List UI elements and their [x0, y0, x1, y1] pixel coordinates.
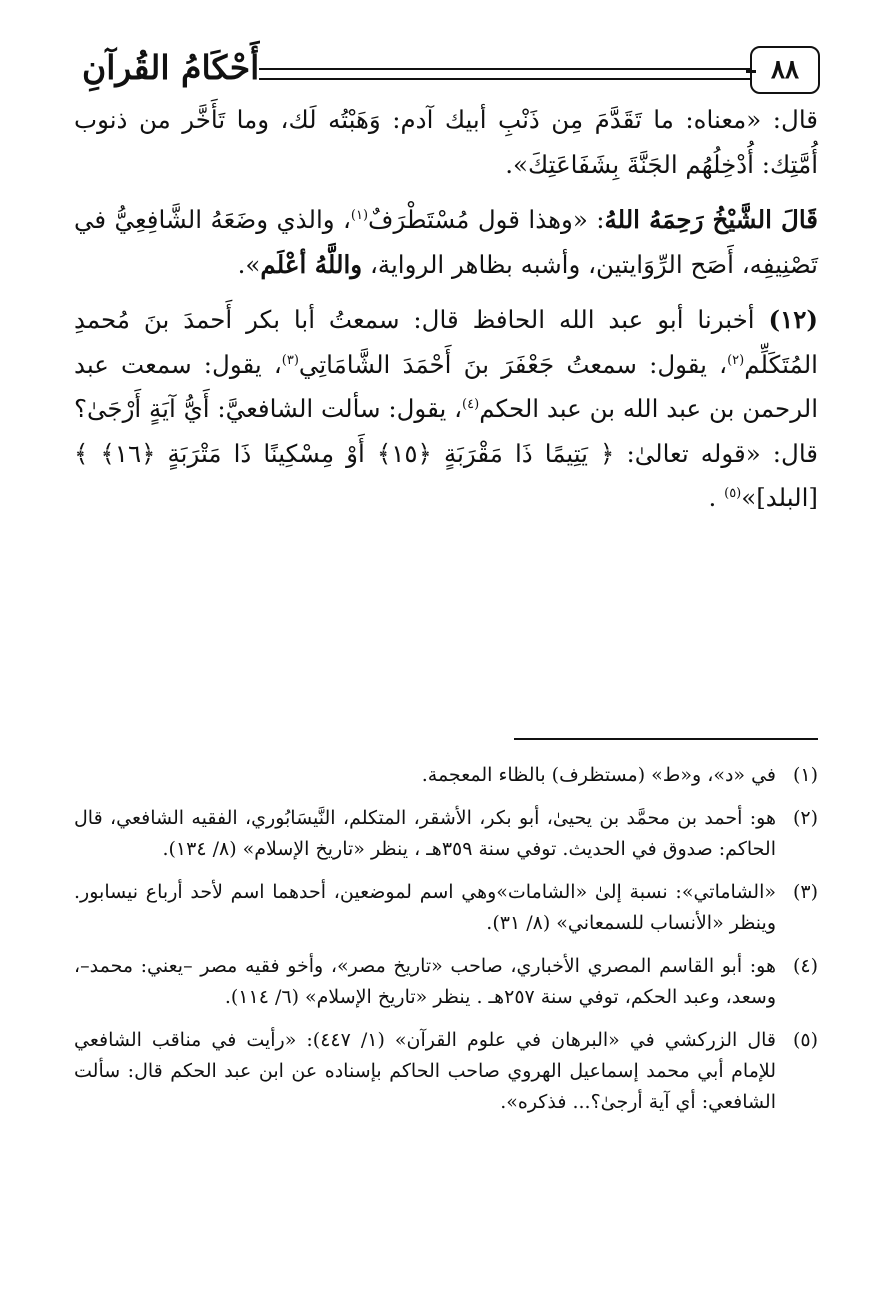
sheikh-says: قَالَ الشَّيْخُ رَحِمَهُ اللهُ — [604, 205, 818, 234]
quote-end: ». — [237, 249, 261, 279]
paragraph-2 — [74, 198, 818, 287]
footnote-text: هو: أحمد بن محمَّد بن يحيىٰ، أبو بكر، الأشقر، المتكلم، النَّيسَابُوري، الفقيه الشافعي، قال الحاكم: صدوق في الحديث. توفي سنة ٣٥٩هـ ، ينظر «تاريخ الإسلام» (٨/ ١٣٤). — [74, 807, 776, 860]
quote-a: : «وهذا قول مُسْتَطْرَفٌ — [368, 205, 605, 234]
quote-b: ، والذي وضَعَهُ الشَّافِعِيُّ في تَصْنِيفِه، أَصَح الرِّوَايتين، وأشبه بظاهر الرواية، — [74, 205, 818, 279]
footnote-ref-2[interactable]: (٢) — [727, 352, 745, 368]
paragraph-3-text — [74, 298, 818, 521]
narration-number: (١٢) — [768, 305, 818, 334]
footnote-ref-5[interactable]: (٥) — [724, 485, 742, 501]
header-rule — [259, 68, 750, 80]
paragraph-2-text — [74, 198, 818, 287]
footnote-number: (٤) — [792, 955, 818, 977]
footnote-ref-3[interactable]: (٣) — [281, 352, 299, 368]
page-number: ٨٨ — [750, 46, 820, 94]
chain-d: ، يقول: سألت الشافعيَّ: أَيُّ آيَةٍ أَرْجَىٰ؟ قال: «قوله تعالىٰ: ﴿ يَتِيمًا ذَا مَقْرَبَةٍ ﴿١٥﴾ أَوْ مِسْكِينًا ذَا مَتْرَبَةٍ ﴿١٦﴾ ﴾ [البلد]» — [74, 394, 818, 512]
footnote-text: «الشاماتي»: نسبة إلىٰ «الشامات»وهي اسم لموضعين، أحدهما اسم لأحد أرباع نيسابور. وينظر «الأنساب للسمعاني» (٨/ ٣١). — [74, 881, 776, 934]
footnote-text: قال الزركشي في «البرهان في علوم القرآن» (١/ ٤٤٧): «رأيت في مناقب الشافعي للإمام أبي محمد إسماعيل الهروي صاحب الحاكم بإسناده عن ابن عبد الحكم قال: سألت الشافعي: أي آية أرجىٰ؟... فذكره». — [74, 1029, 776, 1113]
footnote-text: هو: أبو القاسم المصري الأخباري، صاحب «تاريخ مصر»، وأخو فقيه مصر –يعني: محمد–، وسعد، وعبد الحكم، توفي سنة ٢٥٧هـ . ينظر «تاريخ الإسلام» (٦/ ١١٤). — [74, 955, 776, 1008]
book-title: أَحْكَامُ القُرآنِ — [82, 47, 260, 87]
chain-b: ، يقول: سمعتُ جَعْفَرَ بنَ أَحْمَدَ الشَّامَاتِي — [298, 349, 728, 379]
chain-end: . — [708, 483, 725, 512]
chain-a: أخبرنا أبو عبد الله الحافظ قال: سمعتُ أبا بكر أَحمدَ بنَ مُحمدِ المُتَكَلِّم — [74, 305, 818, 379]
paragraph-1 — [74, 98, 818, 187]
paragraph-3 — [74, 298, 818, 521]
footnote-3 — [74, 877, 818, 939]
footnote-separator — [514, 738, 818, 740]
footnotes — [74, 760, 818, 1130]
footnote-number: (٣) — [792, 881, 818, 903]
footnote-2 — [74, 803, 818, 865]
footnote-4 — [74, 951, 818, 1013]
footnote-ref-4[interactable]: (٤) — [462, 396, 480, 412]
footnote-1 — [74, 760, 818, 791]
footnote-number: (١) — [792, 764, 818, 786]
footnote-number: (٥) — [792, 1029, 818, 1051]
main-text — [74, 98, 818, 532]
footnote-text: في «د»، و«ط» (مستظرف) بالظاء المعجمة. — [421, 764, 776, 786]
footnote-number: (٢) — [792, 807, 818, 829]
chain-c: ، يقول: سمعت عبد الرحمن بن عبد الله بن عبد الحكم — [74, 349, 818, 423]
footnote-5 — [74, 1025, 818, 1118]
wallahu-alam: واللَّهُ أعْلَم — [260, 249, 363, 279]
paragraph-1-text: قال: «معناه: ما تَقَدَّمَ مِن ذَنْبِ أبيك آدم: وَهَبْتُه لَك، وما تَأَخَّر من ذنوب أُمَّتِك: أُدْخِلُهُم الجَنَّةَ بِشَفَاعَتِكَ». — [74, 105, 818, 179]
footnote-ref-1[interactable]: (١) — [350, 207, 369, 223]
page-header — [72, 38, 820, 96]
